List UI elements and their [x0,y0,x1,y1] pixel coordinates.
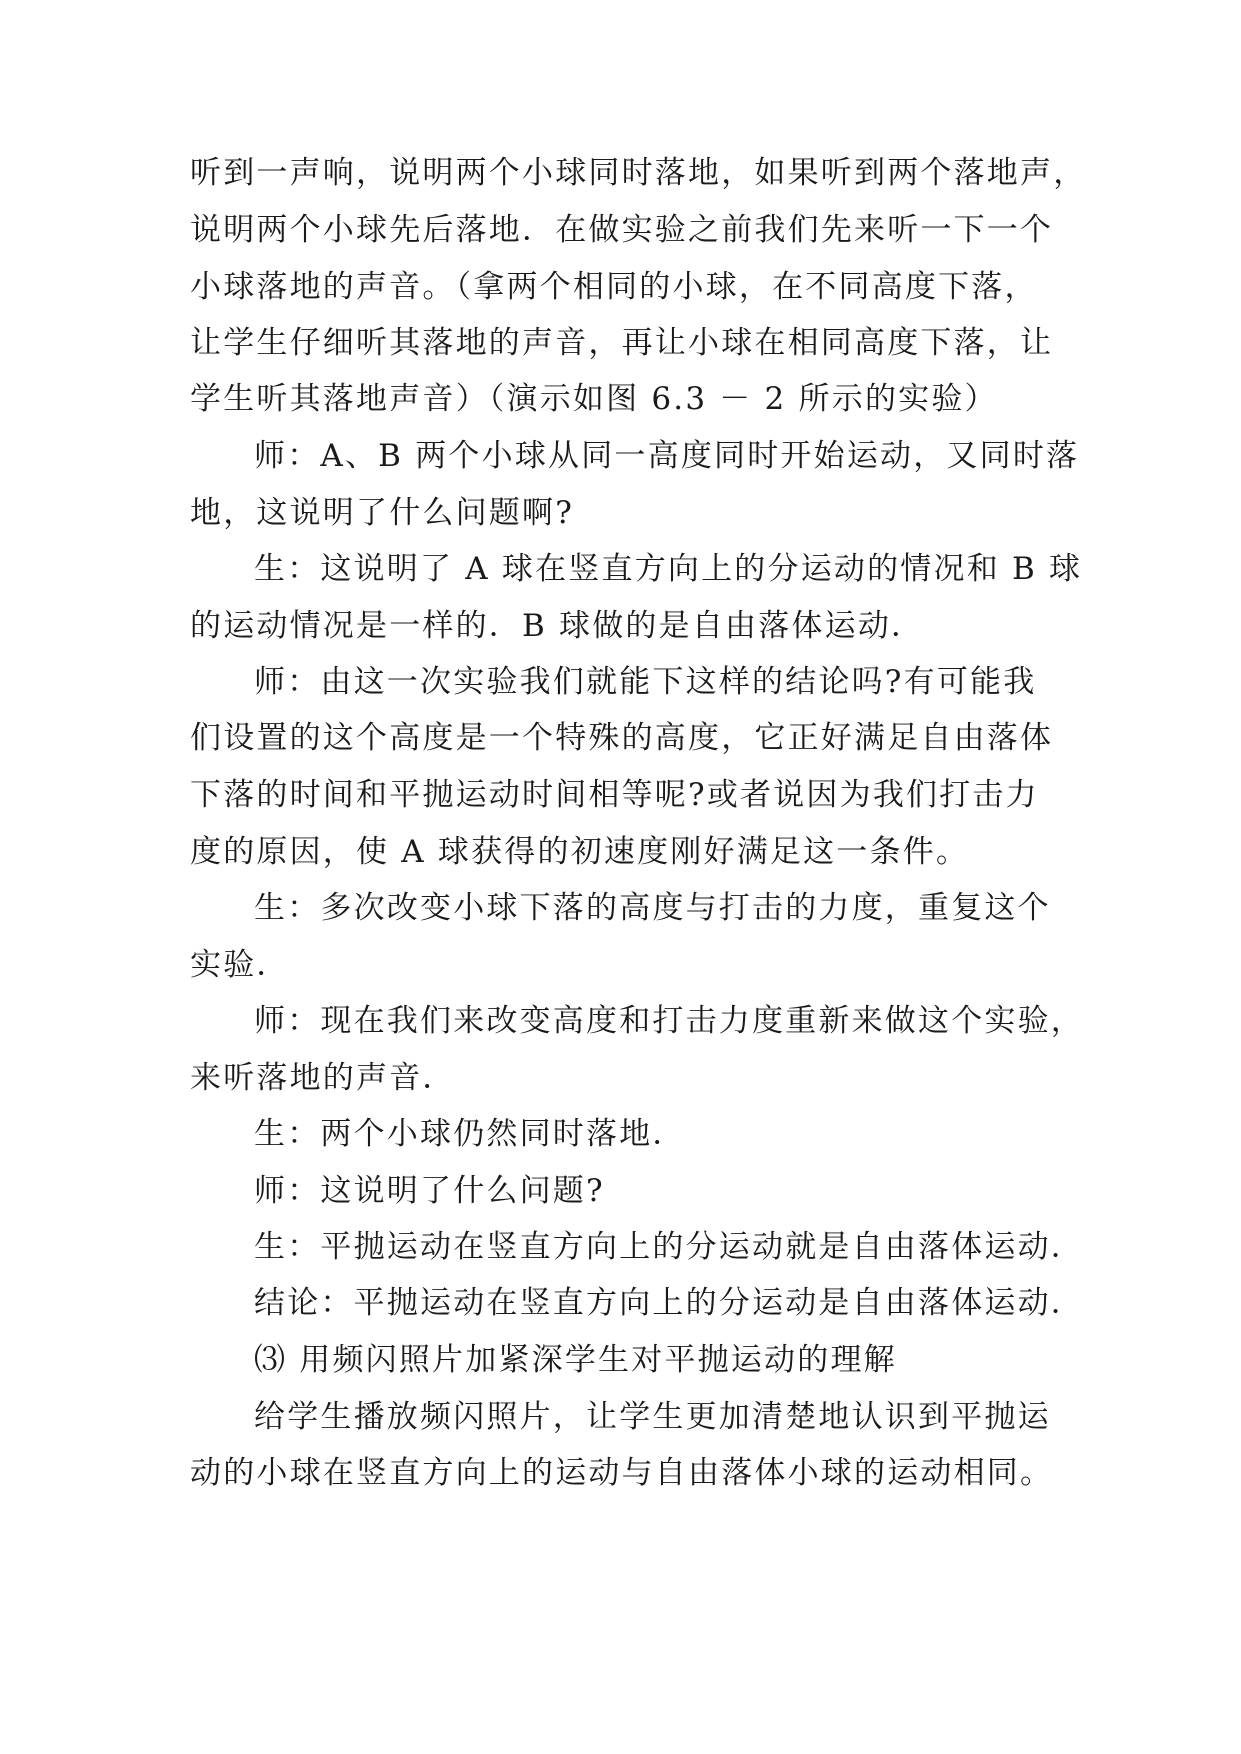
text-line: 说明两个小球先后落地．在做实验之前我们先来听一下一个 [190,212,1054,248]
text-line: 来听落地的声音． [190,1060,456,1096]
text-line: 学生听其落地声音）（演示如图 6.3 － 2 所示的实验） [190,381,998,417]
text-line: 生：平抛运动在竖直方向上的分运动就是自由落体运动． [254,1229,1084,1265]
text-line: 结论：平抛运动在竖直方向上的分运动是自由落体运动． [254,1285,1084,1321]
text-line: 动的小球在竖直方向上的运动与自由落体小球的运动相同。 [190,1455,1054,1491]
text-line: 给学生播放频闪照片，让学生更加清楚地认识到平抛运 [254,1399,1051,1435]
text-line: 生：这说明了 A 球在竖直方向上的分运动的情况和 B 球 [254,551,1083,587]
text-line: 度的原因，使 A 球获得的初速度刚好满足这一条件。 [190,834,970,870]
text-line: 师：现在我们来改变高度和打击力度重新来做这个实验， [254,1003,1084,1039]
text-line: 地，这说明了什么问题啊? [190,495,575,531]
text-line: 实验． [190,947,290,983]
text-line: 师：A、B 两个小球从同一高度同时开始运动，又同时落 [254,438,1080,474]
text-line: 下落的时间和平抛运动时间相等呢?或者说因为我们打击力 [190,777,1039,813]
text-line: 们设置的这个高度是一个特殊的高度，它正好满足自由落体 [190,720,1054,756]
text-line: 生：多次改变小球下落的高度与打击的力度，重复这个 [254,890,1051,926]
text-line: 听到一声响，说明两个小球同时落地，如果听到两个落地声， [190,155,1087,191]
text-line: 生：两个小球仍然同时落地． [254,1116,686,1152]
text-line: 师：由这一次实验我们就能下这样的结论吗?有可能我 [254,664,1037,700]
text-line: ⑶ 用频闪照片加紧深学生对平抛运动的理解 [254,1342,897,1378]
text-line: 的运动情况是一样的．B 球做的是自由落体运动． [190,608,925,644]
text-line: 让学生仔细听其落地的声音，再让小球在相同高度下落，让 [190,325,1054,361]
text-line: 小球落地的声音。（拿两个相同的小球，在不同高度下落， [190,269,1038,305]
text-line: 师：这说明了什么问题? [254,1173,605,1209]
